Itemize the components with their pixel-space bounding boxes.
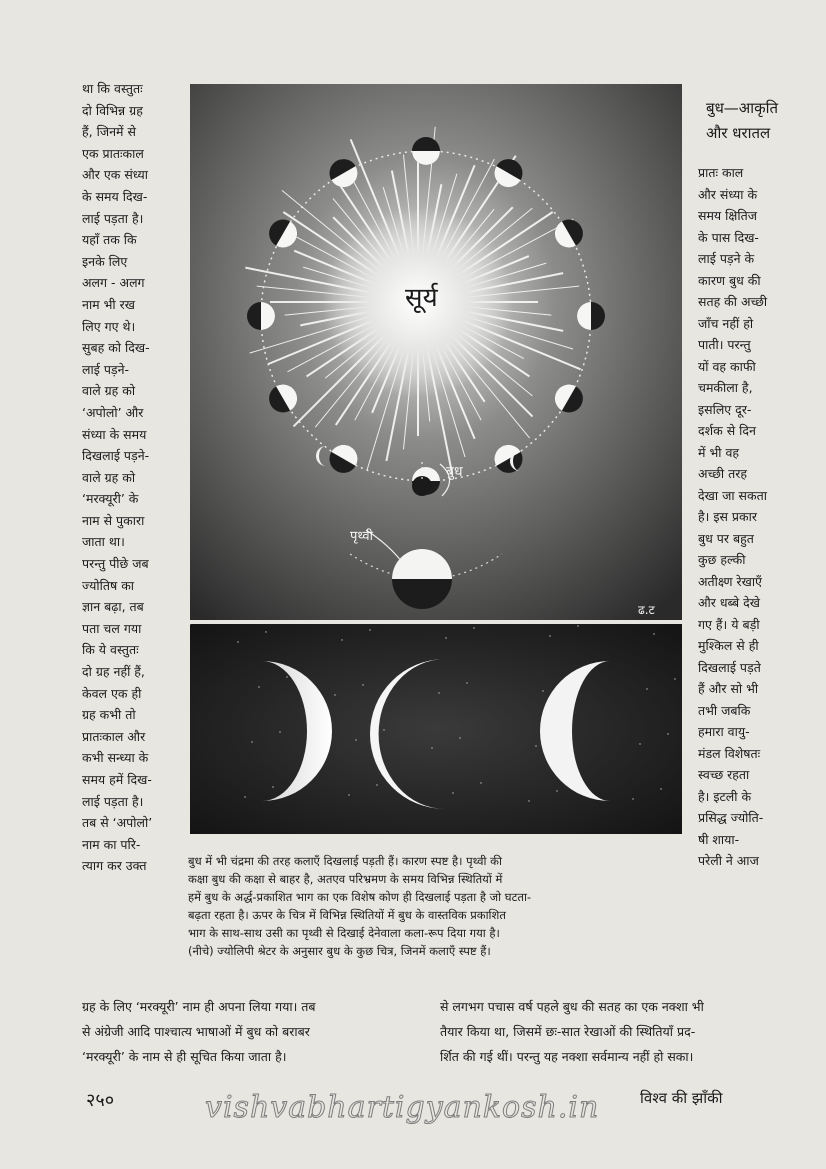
left-column-line: यहाँ तक कि	[82, 232, 137, 248]
left-column-line: नाम से पुकारा	[82, 512, 145, 528]
left-column-line: एक प्रातःकाल	[82, 145, 144, 161]
book-title: विश्व की झाँकी	[640, 1089, 723, 1107]
left-column-line: वाले ग्रह को	[82, 383, 136, 399]
star	[362, 684, 363, 685]
figure-caption	[188, 852, 682, 960]
right-column-line: और संध्या के	[698, 186, 758, 202]
right-column-line: हमारा वायु-	[698, 724, 750, 739]
star	[466, 682, 467, 683]
left-column-line: ज्ञान बढ़ा, तब	[82, 599, 144, 615]
star	[535, 745, 536, 746]
left-column-line: और एक संध्या	[82, 167, 148, 183]
right-column-line: परेली ने आज	[698, 853, 759, 868]
star	[480, 782, 481, 783]
right-column-line: अतीक्ष्ण रेखाएँ	[698, 573, 762, 589]
left-column-line: था कि वस्तुतः	[82, 81, 143, 96]
left-column-line: कि ये वस्तुतः	[82, 642, 139, 658]
bottom-right-line: तैयार किया था, जिसमें छः-सात रेखाओं की स्थितियाँ प्रद-	[440, 1024, 696, 1039]
star	[639, 743, 640, 744]
left-column-line: तब से ‘अपोलो’	[82, 815, 153, 831]
right-column-line: दिखलाई पड़ते	[698, 659, 761, 675]
left-column-line: दो ग्रह नहीं हैं,	[82, 664, 145, 680]
star	[355, 739, 356, 740]
earth-label: पृथ्वी	[350, 529, 373, 544]
watermark-text: vishvabhartigyankosh.in	[205, 1090, 600, 1125]
star	[646, 688, 647, 689]
left-column-line: पता चल गया	[82, 620, 142, 636]
right-column-line: और धब्बे देखे	[698, 595, 760, 610]
right-column-line: सतह की अच्छी	[698, 294, 768, 309]
bottom-right-line: र्शित की गई थीं। परन्तु यह नक्शा सर्वमान्य नहीं हो सका।	[440, 1049, 694, 1064]
mercury-phase	[412, 137, 440, 165]
right-column-line: स्वच्छ रहता	[698, 767, 750, 782]
star	[265, 631, 266, 632]
right-column-line: चमकीला है,	[698, 380, 753, 395]
left-column-line: परन्तु पीछे जब	[82, 556, 149, 572]
star	[272, 786, 273, 787]
left-column-line: लिए गए थे।	[82, 318, 136, 334]
right-column-line: मुश्किल से ही	[698, 638, 759, 653]
star	[556, 790, 557, 791]
star	[660, 788, 661, 789]
right-column-line: प्रसिद्ध ज्योति-	[698, 810, 764, 825]
star	[286, 676, 287, 677]
star	[258, 686, 259, 687]
mercury-phase-drawings	[190, 624, 682, 834]
bottom-right-line: से लगभग पचास वर्ष पहले बुध की सतह का एक नक्शा भी	[440, 999, 704, 1014]
right-column-line: में भी वह	[698, 444, 740, 460]
left-column-line: नाम भी रख	[82, 296, 135, 312]
left-column-line: त्याग कर उक्त	[82, 858, 147, 874]
right-text-column	[698, 162, 794, 872]
left-column-line: के समय दिख-	[82, 188, 148, 204]
bottom-left-paragraph	[82, 994, 438, 1069]
right-column-line: देखा जा सकता	[698, 487, 767, 503]
left-column-line: अलग - अलग	[82, 275, 145, 291]
right-column-line: बुध पर बहुत	[698, 530, 754, 546]
caption-line: कक्षा बुध की कक्षा से बाहर है, अतएव परिभ्रमण के समय विभिन्न स्थितियों में	[188, 872, 503, 886]
right-column-line: समय क्षितिज	[698, 208, 757, 223]
left-column-line: इनके लिए	[82, 253, 128, 269]
right-column-line: लाई पड़ने के	[698, 251, 755, 266]
right-column-line: कुछ हल्की	[698, 552, 746, 567]
star	[348, 794, 349, 795]
left-column-line: वाले ग्रह को	[82, 469, 136, 485]
star	[528, 800, 529, 801]
section-heading-line-2: और धरातल	[706, 124, 771, 142]
star	[431, 747, 432, 748]
left-column-line: सुबह को दिख-	[82, 340, 150, 356]
right-column-line: अच्छी तरह	[698, 466, 747, 481]
star	[244, 796, 245, 797]
right-column-line: यों वह काफी	[698, 358, 756, 374]
section-heading	[706, 96, 796, 146]
star	[251, 741, 252, 742]
star	[632, 798, 633, 799]
left-column-line: जाता था।	[82, 534, 125, 550]
left-text-column	[82, 78, 178, 877]
left-column-line: लाई पड़ता है।	[82, 793, 144, 809]
star	[473, 627, 474, 628]
star	[341, 639, 342, 640]
right-column-line: पाती। परन्तु	[698, 337, 751, 352]
bottom-right-paragraph	[440, 994, 784, 1069]
left-column-line: प्रातःकाल और	[82, 728, 146, 744]
right-column-line: है। इटली के	[698, 788, 752, 804]
right-column-line: कारण बुध की	[698, 272, 761, 288]
star	[577, 625, 578, 626]
star	[445, 637, 446, 638]
left-column-line: दिखलाई पड़ने-	[82, 448, 150, 464]
mercury-phase	[577, 302, 605, 330]
mercury-orbit-illustration	[190, 84, 682, 620]
star	[674, 678, 675, 679]
star	[653, 633, 654, 634]
earth-globe	[392, 549, 452, 609]
section-heading-line-1: बुध—आकृति	[706, 99, 779, 117]
mercury-phase	[247, 302, 275, 330]
left-column-line: संध्या के समय	[82, 426, 147, 442]
star	[369, 629, 370, 630]
bottom-left-line: से अंग्रेजी आदि पाश्चात्य भाषाओं में बुध को बराबर	[82, 1024, 310, 1039]
bottom-left-line: ग्रह के लिए ‘मरक्यूरी’ नाम ही अपना लिया गया। तब	[82, 999, 316, 1014]
left-column-line: केवल एक ही	[82, 685, 142, 701]
left-column-line: दो विभिन्न ग्रह	[82, 102, 143, 118]
left-column-line: समय हमें दिख-	[82, 772, 152, 787]
star	[549, 635, 550, 636]
caption-line: (नीचे) ज्योलिपी श्रेटर के अनुसार बुध के कुछ चित्र, जिनमें कलाएँ स्पष्ट हैं।	[188, 944, 491, 958]
right-column-line: के पास दिख-	[698, 229, 759, 245]
caption-line: भाग के साथ-साथ उसी का पृथ्वी से दिखाई देनेवाला कला-रूप दिया गया है।	[188, 926, 500, 940]
left-column-line: ग्रह कभी तो	[82, 707, 136, 723]
star	[279, 731, 280, 732]
bottom-left-line: ‘मरक्यूरी’ के नाम से ही सूचित किया जाता है।	[82, 1049, 287, 1064]
right-column-line: है। इस प्रकार	[698, 509, 757, 524]
right-column-line: जाँच नहीं हो	[698, 315, 754, 331]
left-column-line: हैं, जिनमें से	[82, 124, 136, 140]
right-column-line: षी शाया-	[698, 831, 740, 847]
star	[667, 733, 668, 734]
mercury-label: बुध	[446, 464, 463, 480]
left-column-line: नाम का परि-	[82, 836, 141, 852]
caption-line: हमें बुध के अर्द्ध-प्रकाशित भाग का एक विशेष कोण ही दिखलाई पड़ता है जो घटता-	[188, 890, 532, 904]
sun-label: सूर्य	[405, 283, 438, 313]
star	[542, 690, 543, 691]
right-column-line: प्रातः काल	[698, 165, 744, 180]
caption-line: बढ़ता रहता है। ऊपर के चित्र में विभिन्न स्थितियों में बुध के वास्तविक प्रकाशित	[188, 908, 506, 922]
star	[237, 641, 238, 642]
left-column-line: लाई पड़ता है।	[82, 210, 144, 226]
star	[383, 729, 384, 730]
star	[334, 694, 335, 695]
right-column-line: मंडल विशेषतः	[698, 745, 761, 761]
page-number: २५०	[86, 1090, 115, 1111]
left-column-line: कभी सन्ध्या के	[82, 750, 149, 766]
right-column-line: दर्शक से दिन	[698, 423, 756, 438]
star	[452, 792, 453, 793]
right-column-line: गए हैं। ये बड़ी	[698, 616, 760, 632]
star	[438, 692, 439, 693]
left-column-line: ‘अपोलो’ और	[82, 404, 144, 420]
right-column-line: इसलिए दूर-	[698, 401, 752, 417]
star	[376, 784, 377, 785]
star	[459, 737, 460, 738]
right-column-line: हैं और सो भी	[698, 681, 759, 696]
left-column-line: ‘मरक्यूरी’ के	[82, 491, 139, 507]
caption-line: बुध में भी चंद्रमा की तरह कलाएँ दिखलाई पड़ती हैं। कारण स्पष्ट है। पृथ्वी की	[188, 854, 502, 868]
left-column-line: लाई पड़ने-	[82, 361, 130, 377]
right-column-line: तभी जबकि	[698, 702, 751, 718]
left-column-line: ज्योतिष का	[82, 577, 135, 593]
night-sky-background	[190, 624, 682, 834]
artist-mark: ढ.ट	[638, 603, 655, 617]
